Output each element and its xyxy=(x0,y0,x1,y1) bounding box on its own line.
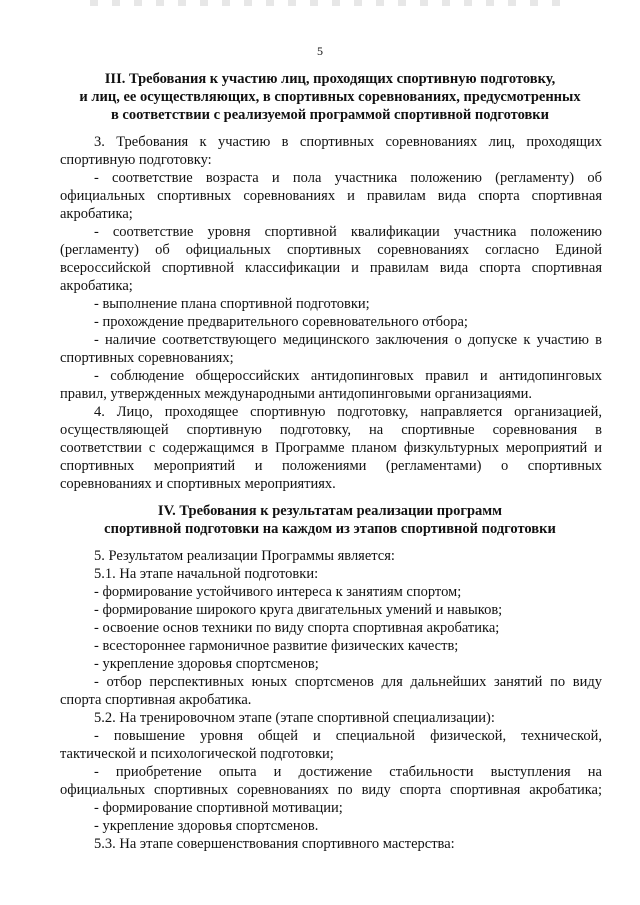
section3-heading-line-2: и лиц, ее осуществляющих, в спортивных соревнованиях, предусмотренных xyxy=(79,89,581,105)
paragraph-line: осуществляющей спортивную подготовку, на спортивные соревнования в xyxy=(60,422,602,438)
paragraph-line: - соблюдение общероссийских антидопинговых правил и антидопинговых xyxy=(94,368,602,384)
paragraph-line: 5.2. На тренировочном этапе (этапе спортивной специализации): xyxy=(94,710,495,726)
paragraph-line: - формирование спортивной мотивации; xyxy=(94,800,343,816)
paragraph-line: - соответствие уровня спортивной квалификации участника положению xyxy=(94,224,602,240)
section3-heading-line-1: III. Требования к участию лиц, проходящих спортивную подготовку, xyxy=(104,71,556,87)
paragraph-line: - выполнение плана спортивной подготовки; xyxy=(94,296,370,312)
paragraph-line: - формирование широкого круга двигательных умений и навыков; xyxy=(94,602,503,618)
paragraph-line: соревнованиях и спортивных мероприятиях. xyxy=(60,476,336,492)
page-number: 5 xyxy=(317,44,323,58)
paragraph-line: 4. Лицо, проходящее спортивную подготовку, направляется организацией, xyxy=(94,404,602,420)
paragraph-line: правил, утвержденных международными антидопинговыми организациями. xyxy=(60,386,533,402)
paragraph-line: - всестороннее гармоничное развитие физических качеств; xyxy=(94,638,459,654)
paragraph-line: - наличие соответствующего медицинского заключения о допуске к участию в xyxy=(94,332,602,348)
paragraph-line: - соответствие возраста и пола участника положению (регламенту) об xyxy=(94,170,602,186)
paragraph-line: - укрепление здоровья спортсменов; xyxy=(94,656,319,672)
section4-heading-line-2: спортивной подготовки на каждом из этапов спортивной подготовки xyxy=(104,521,556,537)
paragraph-line: тактической и психологической подготовки; xyxy=(60,746,334,762)
paragraph-line: - повышение уровня общей и специальной физической, технической, xyxy=(94,728,602,744)
paragraph-line: 3. Требования к участию в спортивных соревнованиях лиц, проходящих xyxy=(94,134,602,150)
paragraph-line: соответствии с содержащимся в Программе планом физкультурных мероприятий и xyxy=(60,440,602,456)
paragraph-line: - приобретение опыта и достижение стабильности выступления на xyxy=(94,764,602,780)
section4-heading-line-1: IV. Требования к результатам реализации программ xyxy=(157,503,503,519)
paragraph-line: спортивную подготовку: xyxy=(60,152,212,168)
paragraph-line: (регламенту) об официальных спортивных соревнованиях согласно Единой xyxy=(60,242,602,258)
paragraph-line: 5.3. На этапе совершенствования спортивного мастерства: xyxy=(94,836,455,852)
paragraph-line: - укрепление здоровья спортсменов. xyxy=(94,818,319,834)
paragraph-line: - освоение основ техники по виду спорта спортивная акробатика; xyxy=(94,620,500,636)
paragraph-line: спортивных соревнованиях; xyxy=(60,350,234,366)
paragraph-line: - формирование устойчивого интереса к занятиям спортом; xyxy=(94,584,462,600)
paragraph-line: 5.1. На этапе начальной подготовки: xyxy=(94,566,319,582)
paragraph-line: акробатика; xyxy=(60,278,133,294)
paragraph-line: спорта спортивная акробатика. xyxy=(60,692,252,708)
paragraph-line: 5. Результатом реализации Программы является: xyxy=(94,548,395,564)
paragraph-line: - прохождение предварительного соревновательного отбора; xyxy=(94,314,468,330)
paragraph-line: спортивных мероприятий и положениями (регламентами) о спортивных xyxy=(60,458,602,474)
section3-heading-line-3: в соответствии с реализуемой программой спортивной подготовки xyxy=(110,107,550,123)
paragraph-line: - отбор перспективных юных спортсменов для дальнейших занятий по виду xyxy=(94,674,602,690)
paragraph-line: акробатика; xyxy=(60,206,133,222)
scan-artifact xyxy=(90,0,560,6)
paragraph-line: официальных спортивных соревнованиях по виду спорта спортивная акробатика; xyxy=(60,782,602,798)
paragraph-line: официальных спортивных соревнованиях и правилам вида спорта спортивная xyxy=(60,188,602,204)
paragraph-line: всероссийской спортивной классификации и правилам вида спорта спортивная xyxy=(60,260,602,276)
